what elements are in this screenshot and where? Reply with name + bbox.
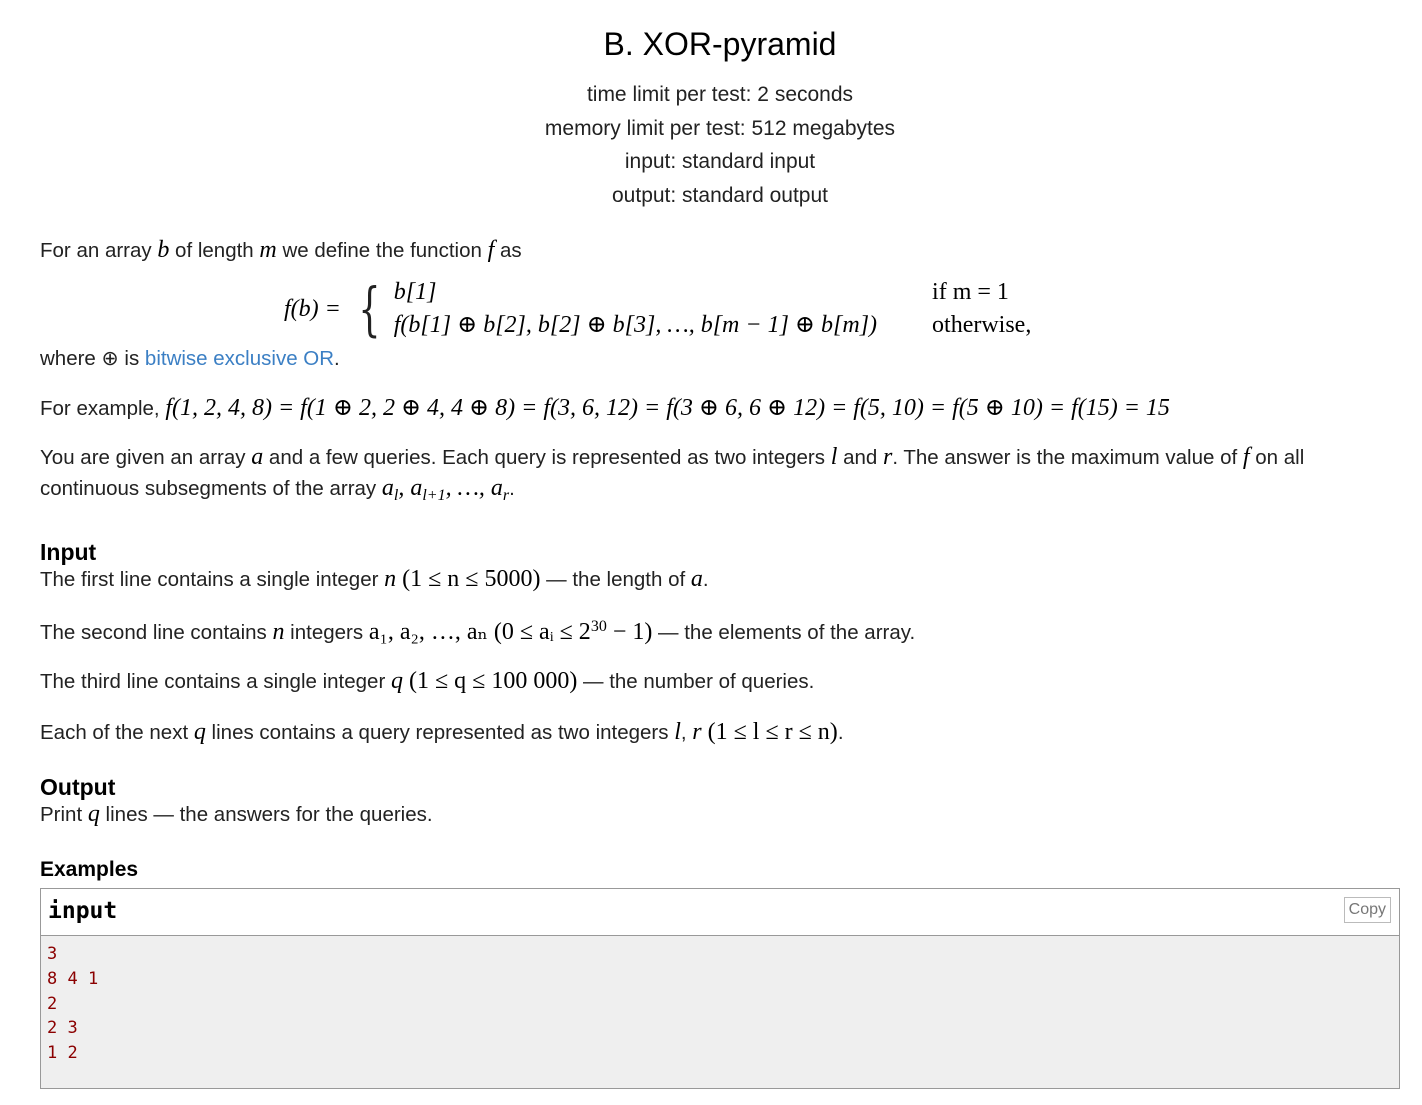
example-input-label: input xyxy=(48,898,118,925)
example-input-box xyxy=(40,888,1400,1089)
output-heading: Output xyxy=(40,774,116,801)
formula-cases xyxy=(394,276,877,342)
formula-case2: f(b[1] ⊕ b[2], b[2] ⊕ b[3], …, b[m − 1] ⊕ b[m]) xyxy=(393,312,878,338)
input-line-3: The third line contains a single integer q (1 ≤ q ≤ 100 000) — the number of queries. xyxy=(40,668,815,695)
formula-lhs: f(b) = xyxy=(284,295,341,322)
example-line: 2 xyxy=(47,993,58,1014)
example-paragraph: For example, f(1, 2, 4, 8) = f(1 ⊕ 2, 2 ⊕ 4, 4 ⊕ 8) = f(3, 6, 12) = f(3 ⊕ 6, 6 ⊕ 12) = f(5, 10) = f(5 ⊕ 10) = f(15) = 15 xyxy=(40,395,1170,421)
formula-cond1: if m = 1 xyxy=(932,279,1009,305)
input-file: input: standard input xyxy=(624,150,816,173)
problem-statement xyxy=(0,26,1422,1089)
output-text: Print q lines — the answers for the queries. xyxy=(40,801,433,828)
time-limit: time limit per test: 2 seconds xyxy=(586,83,854,106)
legend-intro: For an array b of length m we define the function f as xyxy=(40,237,522,263)
formula-conditions xyxy=(932,276,1031,342)
input-line-4: Each of the next q lines contains a query represented as two integers l, r (1 ≤ l ≤ r ≤ n). xyxy=(40,719,844,746)
example-input-content xyxy=(41,936,1399,1088)
input-line-1: The first line contains a single integer n (1 ≤ n ≤ 5000) — the length of a. xyxy=(40,566,709,593)
example-line: 1 2 xyxy=(47,1042,78,1063)
brace: { xyxy=(358,275,381,343)
examples-heading: Examples xyxy=(40,858,139,882)
example-line: 2 3 xyxy=(47,1018,78,1039)
formula-case1: b[1] xyxy=(393,279,437,305)
xor-note: where ⊕ is bitwise exclusive OR. xyxy=(40,347,340,370)
example-line: 8 4 1 xyxy=(47,968,99,989)
task-paragraph: You are given an array a and a few queries. Each query is represented as two integers l and r. The answer is the maximum value of f on all continuous subsegments of the array $a_l$, $a_{l+1}$, …, $a_r$. xyxy=(40,444,1305,505)
problem-title: B. XOR-pyramid xyxy=(603,26,837,62)
output-file: output: standard output xyxy=(612,183,828,207)
function-definition xyxy=(284,276,1400,342)
formula-cond2: otherwise, xyxy=(932,312,1032,338)
input-line-2: The second line contains n integers a₁, a₂, …, aₙ (0 ≤ aᵢ ≤ $2^{30} - 1$) — the elements of the array. xyxy=(40,618,916,646)
copy-button[interactable]: Copy xyxy=(1344,897,1391,923)
input-heading: Input xyxy=(40,539,97,566)
memory-limit: memory limit per test: 512 megabytes xyxy=(544,116,896,140)
problem-header xyxy=(40,78,1400,212)
bitwise-xor-link[interactable]: bitwise exclusive OR xyxy=(144,347,335,370)
example-line: 3 xyxy=(47,944,58,965)
